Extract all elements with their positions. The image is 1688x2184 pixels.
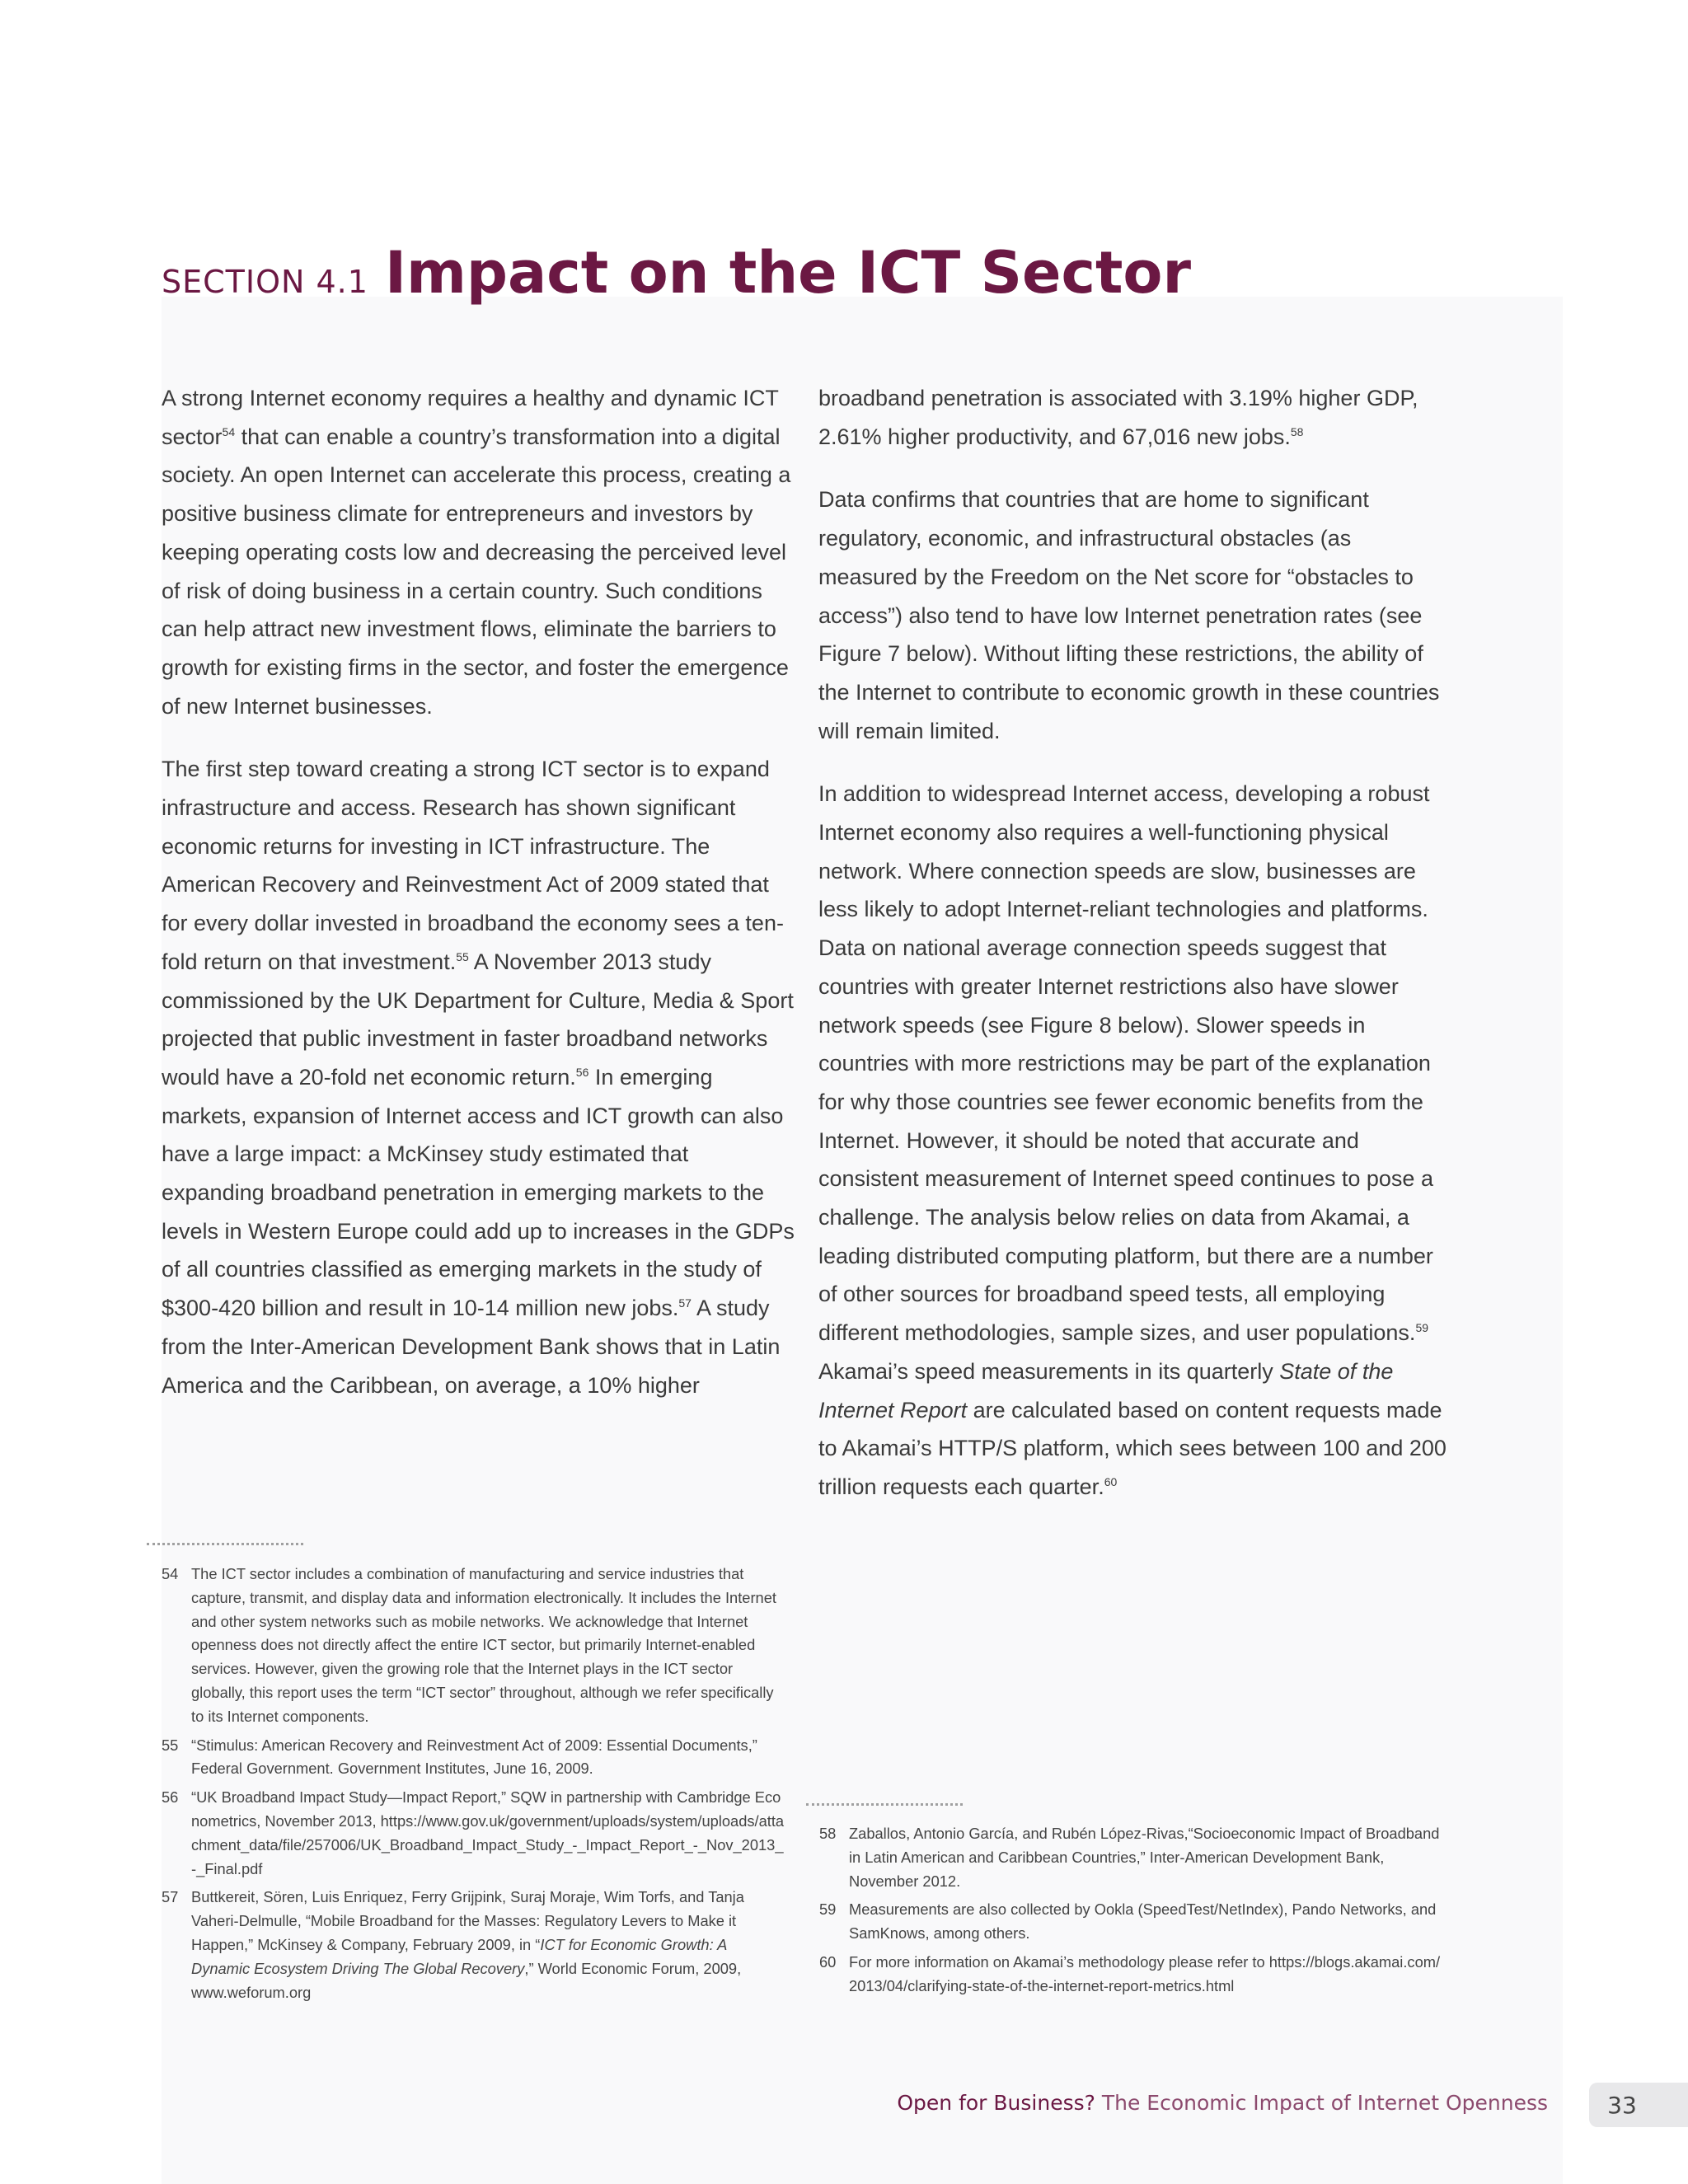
footnote-ref: 54 bbox=[222, 424, 236, 438]
footnote bbox=[162, 1886, 788, 2004]
left-column bbox=[162, 379, 796, 1429]
footnote-number: 60 bbox=[819, 1952, 837, 1971]
footnote bbox=[819, 1822, 1446, 1893]
footer-title-bold: Open for Business? bbox=[897, 2091, 1095, 2115]
section-header bbox=[162, 239, 1563, 307]
footnote-ref: 58 bbox=[1290, 424, 1304, 438]
footnote-ref: 56 bbox=[575, 1065, 589, 1079]
page-footer bbox=[0, 2091, 1548, 2115]
footnote-number: 54 bbox=[162, 1565, 179, 1582]
paragraph bbox=[818, 775, 1453, 1506]
footnote-divider bbox=[147, 1543, 303, 1545]
footnote bbox=[819, 1951, 1446, 1999]
footnote bbox=[162, 1786, 788, 1881]
footnote-text: “Stimulus: American Recovery and Reinvestment Act of 2009: Essential Documents,” Federal Government. Government Institutes, June 16, 2009. bbox=[191, 1736, 757, 1778]
text: broadband penetration is associated with 3.19% higher GDP, 2.61% higher productivity, and 67,016 new jobs. bbox=[818, 386, 1418, 449]
section-label: SECTION 4.1 bbox=[162, 264, 368, 300]
text: Akamai’s speed measurements in its quarterly bbox=[818, 1358, 1280, 1384]
text: A strong Internet economy requires a healthy and dynamic ICT sector bbox=[162, 386, 779, 449]
footnote-number: 58 bbox=[819, 1825, 837, 1842]
paragraph bbox=[162, 750, 796, 1404]
text: The first step toward creating a strong ICT sector is to expand infrastructure and access. Research has shown significant economic returns for investing in ICT infrastructure. The American Recovery and Reinvestment Act of 2009 stated that for every dollar invested in broadband the economy sees a ten-fold return on that investment. bbox=[162, 757, 784, 974]
text: In emerging markets, expansion of Internet access and ICT growth can also have a large impact: a McKinsey study estimated that expanding broadband penetration in emerging markets to the levels in Western Europe could add up to increases in the GDPs of all countries classified as emerging markets in the study of $300-420 billion and result in 10-14 million new jobs. bbox=[162, 1064, 795, 1321]
footer-title: The Economic Impact of Internet Openness bbox=[1095, 2091, 1548, 2115]
footnote bbox=[162, 1563, 788, 1729]
footnote-ref: 57 bbox=[678, 1296, 692, 1310]
footnote-text: Buttkereit, Sören, Luis Enriquez, Ferry Grijpink, Suraj Moraje, Wim Torfs, and Tanja Vaheri-Delmulle, “Mobile Broadband for the Masses: Regulatory Levers to Make it Happen,” McKinsey & Company, February 2009, in “ bbox=[191, 1888, 744, 1953]
footnote-number: 57 bbox=[162, 1888, 179, 1906]
report-title: State of the Internet Report bbox=[818, 1358, 1394, 1422]
paragraph bbox=[162, 379, 796, 725]
footnote-number: 56 bbox=[162, 1788, 179, 1807]
page-number: 33 bbox=[1589, 2083, 1688, 2127]
paragraph: Data confirms that countries that are home to significant regulatory, economic, and infrastructural obstacles (as measured by the Freedom on the Net score for “obstacles to access”) also tend to have low Internet penetration rates (see Figure 7 below). Without lifting these restrictions, the ability of the Internet to contribute to economic growth in these countries will remain limited. bbox=[818, 487, 1440, 743]
footnote-number: 59 bbox=[819, 1900, 837, 1919]
text: that can enable a country’s transformation into a digital society. An open Internet can accelerate this process, creating a positive business climate for entrepreneurs and investors by keeping operating costs low and decreasing the perceived level of risk of doing business in a certain country. Such conditions can help attract new investment flows, eliminate the barriers to growth for existing firms in the sector, and foster the emergence of new Internet businesses. bbox=[162, 424, 791, 719]
footnote-ref: 59 bbox=[1415, 1321, 1429, 1335]
footnote-text: Zaballos, Antonio García, and Rubén López-Rivas,“Socioeconomic Impact of Broadband in Latin American and Caribbean Countries,” Inter-American Development Bank, November 2012. bbox=[849, 1825, 1440, 1890]
footnote-text: For more information on Akamai’s methodology please refer to https://blogs.akamai.com/2013/04/clarifying-state-of-the-internet-report-metrics.html bbox=[849, 1952, 1441, 1994]
text: A study from the Inter-American Development Bank shows that in Latin America and the Caribbean, on average, a 10% higher bbox=[162, 1296, 781, 1398]
footnote-text: “UK Broadband Impact Study—Impact Report,” SQW in partnership with Cambridge Econometrics, November 2013, https://www.gov.uk/government/uploads/system/uploads/attachment_data/file/257006/UK_Broadband_Impact_Study_-_Impact_Report_-_Nov_2013_-_Final.pdf bbox=[191, 1788, 785, 1877]
footnote-text: The ICT sector includes a combination of manufacturing and service industries that capture, transmit, and display data and information electronically. It includes the Internet and other system networks such as mobile networks. We acknowledge that Internet openness does not directly affect the entire ICT sector, but primarily Internet-enabled services. However, given the growing role that the Internet plays in the ICT sector globally, this report uses the term “ICT sector” throughout, although we refer specifically to its Internet components. bbox=[191, 1565, 776, 1725]
footnote-text: Measurements are also collected by Ookla (SpeedTest/NetIndex), Pando Networks, and SamKnows, among others. bbox=[849, 1900, 1437, 1943]
right-column bbox=[818, 379, 1453, 1531]
page-title: Impact on the ICT Sector bbox=[384, 239, 1192, 307]
footnote-ref: 60 bbox=[1104, 1474, 1118, 1488]
text: A November 2013 study commissioned by the UK Department for Culture, Media & Sport projected that public investment in faster broadband networks would have a 20-fold net economic return. bbox=[162, 949, 794, 1090]
footnotes-right bbox=[819, 1822, 1446, 2004]
footnote-divider bbox=[806, 1803, 963, 1806]
footnote bbox=[162, 1734, 788, 1782]
paragraph bbox=[818, 379, 1453, 456]
footnotes-left bbox=[162, 1563, 788, 2009]
footnote-number: 55 bbox=[162, 1736, 179, 1754]
footnote-title: ICT for Economic Growth: A Dynamic Ecosystem Driving The Global Recovery bbox=[191, 1935, 727, 1977]
text: In addition to widespread Internet access, developing a robust Internet economy also requires a well-functioning physical network. Where connection speeds are slow, businesses are less likely to adopt Internet-reliant technologies and platforms. Data on national average connection speeds suggest that countries with greater Internet restrictions also have slower network speeds (see Figure 8 below). Slower speeds in countries with more restrictions may be part of the explanation for why those countries see fewer economic benefits from the Internet. However, it should be noted that accurate and consistent measurement of Internet speed continues to pose a challenge. The analysis below relies on data from Akamai, a leading distributed computing platform, but there are a number of other sources for broadband speed tests, all employing different methodologies, sample sizes, and user populations. bbox=[818, 781, 1433, 1346]
footnote-text: ,” World Economic Forum, 2009, www.weforum.org bbox=[191, 1959, 742, 2001]
footnote-ref: 55 bbox=[456, 949, 469, 963]
text: are calculated based on content requests made to Akamai’s HTTP/S platform, which sees between 100 and 200 trillion requests each quarter. bbox=[818, 1397, 1447, 1499]
footnote bbox=[819, 1898, 1446, 1946]
